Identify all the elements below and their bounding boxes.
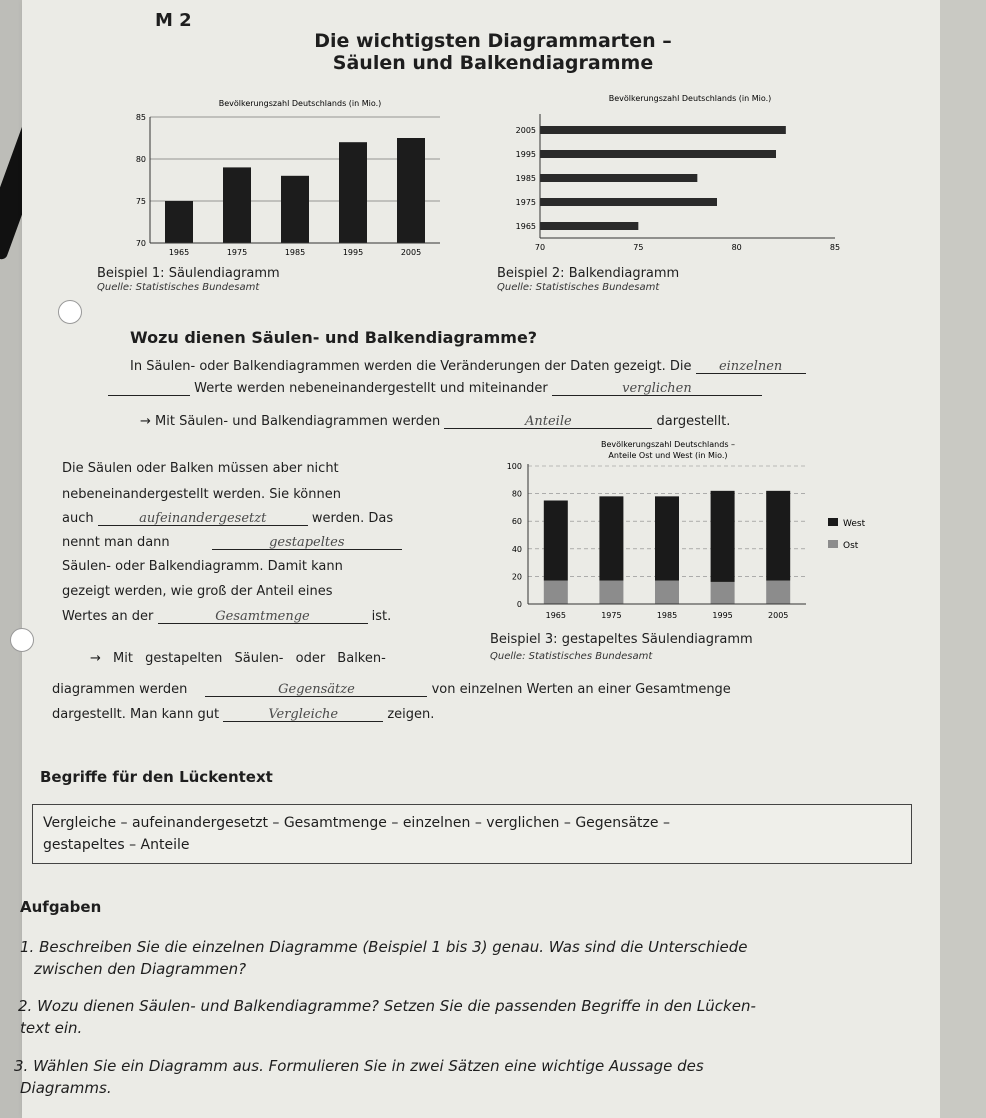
column-chart-1 — [130, 95, 470, 265]
chart2-ytick: 1985 — [515, 174, 536, 183]
chart3-legend-label: Ost — [843, 541, 859, 551]
chart3-bar-west — [766, 491, 790, 581]
chart2-bar — [540, 222, 638, 230]
text-p2-a: → Mit Säulen- und Balkendiagrammen werden — [140, 414, 441, 429]
tasks-heading: Aufgaben — [20, 898, 102, 916]
chart3-bar-ost — [655, 581, 679, 604]
chart3-ytick: 20 — [511, 572, 522, 582]
chart1-bar — [339, 142, 367, 243]
chart1-xtick: 1985 — [284, 248, 306, 257]
chart2-bar — [540, 174, 697, 182]
col-line-2: nebeneinandergestellt werden. Sie können — [62, 487, 341, 502]
stacked-column-chart-3 — [488, 436, 908, 628]
fill-blank-2[interactable]: verglichen — [552, 382, 762, 396]
chart1-xtick: 1965 — [168, 248, 190, 257]
chart1-xtick: 1995 — [342, 248, 364, 257]
chart2-caption: Beispiel 2: Balkendiagramm — [497, 266, 680, 281]
chart2-xtick: 80 — [731, 243, 742, 252]
wordbank-line-2: gestapeltes – Anteile — [43, 837, 190, 853]
text-p1-a: In Säulen- oder Balkendiagrammen werden die Veränderungen der Daten gezeigt. Die — [130, 359, 692, 374]
text-p3-d: dargestellt. Man kann gut — [52, 707, 220, 722]
chart2-ytick: 1965 — [515, 222, 536, 231]
fill-blank-7[interactable]: Gegensätze — [205, 683, 427, 697]
chart3-bar-ost — [599, 581, 623, 604]
chart3-ytick: 0 — [516, 600, 522, 609]
binder-hole-2 — [10, 628, 34, 652]
chart1-ytick: 70 — [135, 239, 146, 248]
chart3-xtick: 1975 — [601, 611, 622, 620]
chart3-bar-ost — [766, 581, 790, 604]
chart2-ytick: 1995 — [515, 150, 536, 159]
chart2-xtick: 70 — [534, 243, 546, 252]
bar-chart-2 — [500, 90, 845, 258]
chart3-title-line2: Anteile Ost und West (in Mio.) — [608, 451, 728, 460]
chart1-xtick: 1975 — [226, 248, 248, 257]
chart3-source: Quelle: Statistisches Bundesamt — [490, 651, 653, 662]
text-p3-e: zeigen. — [387, 707, 435, 722]
fill-blank-empty[interactable] — [108, 382, 190, 396]
fill-blank-4[interactable]: aufeinandergesetzt — [98, 512, 308, 526]
section-heading: Wozu dienen Säulen- und Balkendiagramme? — [130, 328, 538, 347]
text-p3-b: diagrammen werden — [52, 682, 188, 697]
fill-blank-6[interactable]: Gesamtmenge — [158, 610, 368, 624]
binder-hole — [58, 300, 82, 324]
chart3-xtick: 1985 — [656, 611, 678, 620]
chart3-xtick: 2005 — [768, 611, 789, 620]
chart3-legend-swatch — [828, 518, 838, 526]
chart3-legend-swatch — [828, 540, 838, 548]
fill-blank-3[interactable]: Anteile — [444, 415, 652, 429]
col-line-1: Die Säulen oder Balken müssen aber nicht — [62, 461, 339, 476]
wordbank-box — [32, 804, 912, 864]
chart1-bar — [223, 167, 251, 243]
page-title-line1: Die wichtigsten Diagrammarten – — [314, 30, 672, 52]
text-p2-b: dargestellt. — [656, 414, 731, 429]
chart3-title-line1: Bevölkerungszahl Deutschlands – — [600, 440, 736, 449]
chart1-ytick: 80 — [135, 155, 146, 164]
chart1-xtick: 2005 — [400, 248, 422, 257]
chart3-bar-west — [599, 496, 623, 580]
text-p1-b: Werte werden nebeneinandergestellt und miteinander — [194, 381, 548, 396]
chart2-ytick: 2005 — [515, 126, 536, 135]
chart3-bar-west — [711, 491, 735, 582]
material-number: M 2 — [155, 10, 192, 31]
col-line-6: gezeigt werden, wie groß der Anteil eines — [62, 584, 333, 599]
chart1-ytick: 85 — [135, 113, 146, 122]
chart1-ytick: 75 — [135, 197, 146, 206]
chart1-bar — [165, 201, 193, 243]
chart1-title: Bevölkerungszahl Deutschlands (in Mio.) — [218, 99, 382, 108]
chart2-source: Quelle: Statistisches Bundesamt — [497, 282, 660, 293]
chart1-bar — [397, 138, 425, 243]
chart3-caption: Beispiel 3: gestapeltes Säulendiagramm — [490, 632, 753, 647]
col-line-5: Säulen- oder Balkendiagramm. Damit kann — [62, 559, 343, 574]
chart2-title: Bevölkerungszahl Deutschlands (in Mio.) — [608, 94, 772, 103]
fill-blank-1[interactable]: einzelnen — [696, 360, 806, 374]
task-1-line-1: 1. Beschreiben Sie die einzelnen Diagramme (Beispiel 1 bis 3) genau. Was sind die Unterschiede — [20, 938, 748, 956]
adjacent-page-edge — [940, 0, 986, 1118]
page-title-line2: Säulen und Balkendiagramme — [332, 52, 654, 74]
col-line-7b: ist. — [371, 609, 392, 624]
text-p3-a: → Mit gestapelten Säulen- oder Balken- — [90, 651, 386, 666]
wordbank-heading: Begriffe für den Lückentext — [40, 768, 273, 786]
chart2-ytick: 1975 — [515, 198, 536, 207]
chart1-bar — [281, 176, 309, 243]
task-3-line-1: 3. Wählen Sie ein Diagramm aus. Formulieren Sie in zwei Sätzen eine wichtige Aussage des — [14, 1057, 704, 1075]
task-3-line-2: Diagramms. — [20, 1079, 112, 1097]
col-line-3b: werden. Das — [311, 511, 394, 526]
chart2-bar — [540, 198, 717, 206]
chart3-ytick: 100 — [506, 462, 522, 471]
chart3-ytick: 40 — [511, 544, 522, 554]
col-line-3a: auch — [62, 511, 94, 526]
chart1-caption: Beispiel 1: Säulendiagramm — [97, 266, 280, 281]
chart3-ytick: 60 — [511, 517, 522, 527]
chart2-bar — [540, 150, 776, 158]
chart3-bar-west — [655, 496, 679, 580]
wordbank-line-1: Vergleiche – aufeinandergesetzt – Gesamtmenge – einzelnen – verglichen – Gegensätze – — [43, 815, 670, 831]
chart2-xtick: 85 — [829, 243, 841, 252]
task-2-line-1: 2. Wozu dienen Säulen- und Balkendiagramme? Setzen Sie die passenden Begriffe in den Lücken- — [18, 997, 756, 1015]
col-line-7a: Wertes an der — [62, 609, 154, 624]
col-line-4: nennt man dann — [62, 535, 170, 550]
chart3-bar-west — [544, 501, 568, 581]
chart3-xtick: 1995 — [712, 611, 733, 620]
text-p3-c: von einzelnen Werten an einer Gesamtmenge — [431, 682, 731, 697]
chart2-bar — [540, 126, 786, 134]
chart3-bar-ost — [711, 582, 735, 604]
chart3-bar-ost — [544, 581, 568, 604]
task-2-line-2: text ein. — [20, 1019, 83, 1037]
fill-blank-5[interactable]: gestapeltes — [212, 536, 402, 550]
chart3-xtick: 1965 — [545, 611, 566, 620]
chart1-source: Quelle: Statistisches Bundesamt — [97, 282, 260, 293]
chart3-legend-label: West — [843, 519, 866, 529]
chart3-ytick: 80 — [511, 489, 522, 499]
task-1-line-2: zwischen den Diagrammen? — [34, 960, 247, 978]
chart2-xtick: 75 — [633, 243, 644, 252]
fill-blank-8[interactable]: Vergleiche — [223, 708, 383, 722]
